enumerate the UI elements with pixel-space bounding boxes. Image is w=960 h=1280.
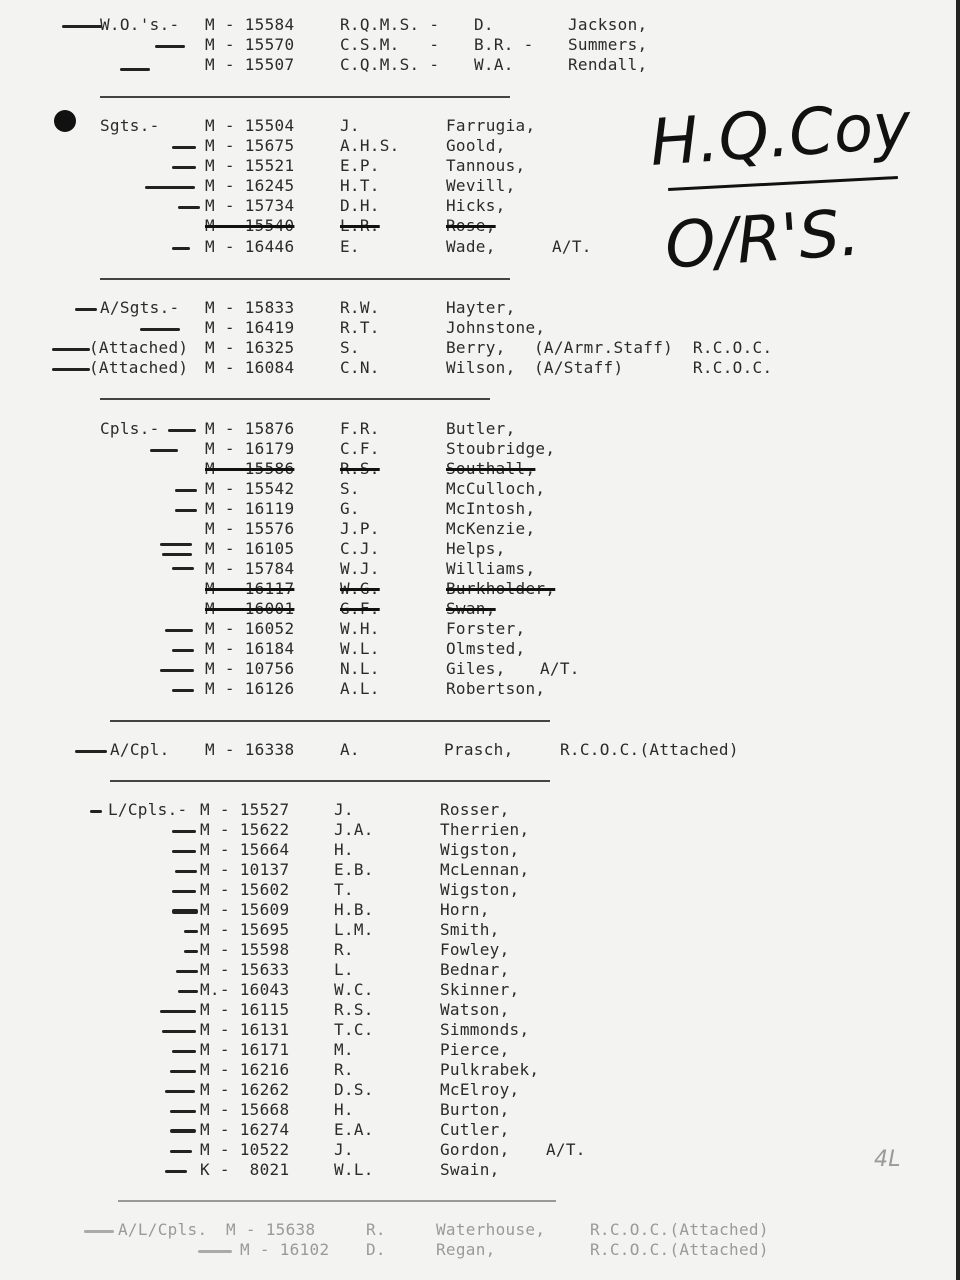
check-mark-icon [155,45,185,48]
check-mark-icon [172,909,198,914]
service-number: M - 15876 [205,419,295,438]
initials: L. [334,960,354,979]
service-number: M - 15833 [205,298,295,317]
surname: Wade, [446,237,496,256]
initials: B.R. - [474,35,534,54]
surname: Fowley, [440,940,510,959]
handwritten-subtitle: O/R'S. [662,196,863,284]
service-number: M - 15540 [205,216,295,235]
surname: Watson, [440,1000,510,1019]
section-rule [100,398,490,400]
surname: Wevill, [446,176,516,195]
check-mark-icon [172,850,196,853]
initials: L.M. [334,920,374,939]
check-mark-icon [172,146,196,149]
check-mark-icon [160,669,194,672]
roster-row [0,35,960,55]
service-number: M - 16117 [205,579,295,598]
roster-row-struck [0,599,960,619]
check-mark-icon [172,1050,196,1053]
roster-row [0,980,960,1000]
check-mark-icon [172,567,194,570]
surname: Cutler, [440,1120,510,1139]
check-mark-icon [162,1030,196,1033]
surname: Waterhouse, [436,1220,546,1239]
surname: Prasch, [444,740,514,759]
surname: Southall, [446,459,536,478]
surname: Regan, [436,1240,496,1259]
roster-row [0,900,960,920]
roster-row [0,920,960,940]
initials: J.A. [334,820,374,839]
initials: S. [340,338,360,357]
section-rule [100,96,510,98]
initials: W.A. [474,55,514,74]
surname: Hayter, [446,298,516,317]
roster-row [0,358,960,378]
check-mark-icon [170,1150,192,1153]
initials: W.G. [340,579,380,598]
roster-row [0,820,960,840]
remark: (A/Armr.Staff) R.C.O.C. [534,338,773,357]
service-number: M - 15584 [205,15,295,34]
surname: Butler, [446,419,516,438]
roster-row [0,1240,960,1260]
service-number: M - 15695 [200,920,290,939]
service-number: M - 15521 [205,156,295,175]
remark: R.C.O.C.(Attached) [560,740,739,759]
initials: H.B. [334,900,374,919]
check-mark-icon [172,830,196,833]
surname: McElroy, [440,1080,520,1099]
service-number: M - 16001 [205,599,295,618]
rank-prefix: Sgts.- [100,116,160,135]
rank-prefix: A/Cpl. [110,740,170,759]
service-number: M - 15576 [205,519,295,538]
surname: Skinner, [440,980,520,999]
initials: D. [366,1240,386,1259]
surname: Therrien, [440,820,530,839]
roster-row-struck [0,459,960,479]
check-mark-icon [184,930,198,933]
check-mark-icon [84,1230,114,1233]
surname: Gordon, [440,1140,510,1159]
service-number: M - 15675 [205,136,295,155]
initials: W.L. [340,639,380,658]
remark: R.C.O.C.(Attached) [590,1220,769,1239]
roster-row [0,237,960,257]
surname: Helps, [446,539,506,558]
remark: A/T. [546,1140,586,1159]
service-number: M - 16262 [200,1080,290,1099]
surname: Johnstone, [446,318,546,337]
initials: R. [366,1220,386,1239]
service-number: M - 16216 [200,1060,290,1079]
roster-row [0,940,960,960]
surname: Pierce, [440,1040,510,1059]
remark: (A/Staff) R.C.O.C. [534,358,773,377]
check-mark-icon [140,328,180,331]
initials: S. [340,479,360,498]
check-mark-icon [165,1090,195,1093]
initials: T.C. [334,1020,374,1039]
roster-row [0,800,960,820]
service-number: M - 16179 [205,439,295,458]
check-mark-icon [198,1250,232,1253]
service-number: M - 15598 [200,940,290,959]
appointment: C.Q.M.S. - [340,55,440,74]
roster-row [0,1080,960,1100]
check-mark-icon [160,1010,196,1013]
appointment: R.Q.M.S. - [340,15,440,34]
roster-row [0,15,960,35]
roster-row [0,136,960,156]
surname: Robertson, [446,679,546,698]
initials: H. [334,840,354,859]
surname: Wigston, [440,840,520,859]
initials: G.F. [340,599,380,618]
service-number: M - 16419 [205,318,295,337]
roster-row [0,1160,960,1180]
service-number: M - 10522 [200,1140,290,1159]
initials: W.J. [340,559,380,578]
surname: Olmsted, [446,639,526,658]
service-number: M - 15638 [226,1220,316,1239]
service-number: M - 16274 [200,1120,290,1139]
service-number: K - 8021 [200,1160,290,1179]
initials: E.B. [334,860,374,879]
check-mark-icon [172,649,194,652]
roster-row [0,840,960,860]
rank-prefix: A/Sgts.- [100,298,180,317]
surname: Forster, [446,619,526,638]
roster-row [0,338,960,358]
surname: Farrugia, [446,116,536,135]
surname: Bednar, [440,960,510,979]
surname: Burton, [440,1100,510,1119]
initials: W.C. [334,980,374,999]
check-mark-icon [172,689,194,692]
service-number: M - 16325 [205,338,295,357]
initials: C.F. [340,439,380,458]
surname: Wilson, [446,358,516,377]
initials: H. [334,1100,354,1119]
service-number: M - 16052 [205,619,295,638]
initials: J. [334,800,354,819]
surname: Stoubridge, [446,439,556,458]
initials: M. [334,1040,354,1059]
check-mark-icon [150,449,178,452]
service-number: M - 16184 [205,639,295,658]
check-mark-icon [175,870,197,873]
surname: Swain, [440,1160,500,1179]
initials: D.S. [334,1080,374,1099]
surname: McKenzie, [446,519,536,538]
service-number: M - 15668 [200,1100,290,1119]
service-number: M - 15542 [205,479,295,498]
initials: R. [334,940,354,959]
check-mark-icon [75,750,107,753]
check-mark-icon [62,25,102,28]
initials: R. [334,1060,354,1079]
service-number: M - 15602 [200,880,290,899]
service-number: M - 15586 [205,459,295,478]
roster-row [0,419,960,439]
service-number: M - 10137 [200,860,290,879]
service-number: M - 16338 [205,740,295,759]
roster-row [0,860,960,880]
remark: A/T. [552,237,592,256]
roster-row [0,1040,960,1060]
check-mark-icon [176,970,198,973]
surname: Summers, [568,35,648,54]
initials: J. [334,1140,354,1159]
roster-row [0,880,960,900]
roster-row [0,1140,960,1160]
service-number: M - 16102 [240,1240,330,1259]
roster-row [0,1220,960,1240]
service-number: M - 10756 [205,659,295,678]
service-number: M - 15570 [205,35,295,54]
service-number: M - 16115 [200,1000,290,1019]
roster-row [0,116,960,136]
roster-row [0,1000,960,1020]
roster-row [0,499,960,519]
service-number: M - 16119 [205,499,295,518]
rank-prefix: L/Cpls.- [108,800,188,819]
surname: Rosser, [440,800,510,819]
check-mark-icon [75,308,97,311]
surname: Burkholder, [446,579,556,598]
roster-row [0,479,960,499]
roster-row [0,1020,960,1040]
check-mark-icon [165,629,193,632]
check-mark-icon [170,1129,196,1133]
initials: A. [340,740,360,759]
surname: Rendall, [568,55,648,74]
section-rule [110,720,550,722]
initials: R.S. [340,459,380,478]
initials: A.L. [340,679,380,698]
roster-row [0,519,960,539]
check-mark-icon [184,950,198,953]
initials: D.H. [340,196,380,215]
initials: C.N. [340,358,380,377]
margin-note: 4L [874,1147,901,1172]
service-number: M - 15784 [205,559,295,578]
remark: R.C.O.C.(Attached) [590,1240,769,1259]
initials: W.L. [334,1160,374,1179]
initials: E.P. [340,156,380,175]
roster-row [0,740,960,760]
roster-row [0,1120,960,1140]
rank-prefix: (Attached) [89,338,189,357]
roster-row [0,156,960,176]
surname: Swan, [446,599,496,618]
rank-prefix: A/L/Cpls. [118,1220,208,1239]
service-number: M - 16126 [205,679,295,698]
roster-row [0,619,960,639]
initials: H.T. [340,176,380,195]
surname: McIntosh, [446,499,536,518]
roster-row [0,439,960,459]
section-rule [118,1200,556,1202]
initials: N.L. [340,659,380,678]
roster-row [0,1100,960,1120]
roster-row [0,55,960,75]
service-number: M - 15527 [200,800,290,819]
rank-prefix: (Attached) [89,358,189,377]
roster-row [0,298,960,318]
initials: L.R. [340,216,380,235]
service-number: M - 16171 [200,1040,290,1059]
service-number: M - 15734 [205,196,295,215]
initials: R.W. [340,298,380,317]
service-number: M - 15622 [200,820,290,839]
service-number: M - 16105 [205,539,295,558]
check-mark-icon [162,553,192,556]
surname: Wigston, [440,880,520,899]
service-number: M - 15609 [200,900,290,919]
check-mark-icon [145,186,195,189]
surname: Goold, [446,136,506,155]
surname: Tannous, [446,156,526,175]
surname: Berry, [446,338,506,357]
service-number: M - 16245 [205,176,295,195]
roster-row [0,318,960,338]
check-mark-icon [175,489,197,492]
check-mark-icon [52,348,90,351]
handwritten-title: H.Q.Coy [647,88,914,182]
roster-row [0,679,960,699]
roster-row-struck [0,579,960,599]
check-mark-icon [168,429,196,432]
check-mark-icon [172,247,190,250]
initials: T. [334,880,354,899]
check-mark-icon [165,1170,187,1173]
surname: Pulkrabek, [440,1060,540,1079]
surname: Horn, [440,900,490,919]
roster-row-struck [0,216,960,236]
initials: J.P. [340,519,380,538]
surname: Simmonds, [440,1020,530,1039]
initials: E.A. [334,1120,374,1139]
section-rule [110,780,550,782]
section-rule [100,278,510,280]
service-number: M - 16084 [205,358,295,377]
initials: J. [340,116,360,135]
service-number: M - 15664 [200,840,290,859]
initials: F.R. [340,419,380,438]
surname: McCulloch, [446,479,546,498]
check-mark-icon [178,990,198,993]
initials: A.H.S. [340,136,400,155]
initials: C.J. [340,539,380,558]
initials: G. [340,499,360,518]
appointment: C.S.M. - [340,35,440,54]
roster-row [0,639,960,659]
service-number: M - 16446 [205,237,295,256]
roster-row [0,539,960,559]
check-mark-icon [52,368,90,371]
check-mark-icon [160,543,192,546]
check-mark-icon [172,890,196,893]
initials: E. [340,237,360,256]
rank-prefix: W.O.'s.- [100,15,180,34]
surname: McLennan, [440,860,530,879]
surname: Rose, [446,216,496,235]
service-number: M - 15633 [200,960,290,979]
initials: R.S. [334,1000,374,1019]
roster-row [0,659,960,679]
check-mark-icon [172,166,196,169]
initials: R.T. [340,318,380,337]
roster-row [0,176,960,196]
check-mark-icon [170,1070,196,1073]
surname: Williams, [446,559,536,578]
roster-row [0,559,960,579]
roster-row [0,960,960,980]
check-mark-icon [178,206,200,209]
service-number: M.- 16043 [200,980,290,999]
service-number: M - 16131 [200,1020,290,1039]
roster-row [0,1060,960,1080]
roster-row [0,196,960,216]
rank-prefix: Cpls.- [100,419,160,438]
check-mark-icon [120,68,150,71]
service-number: M - 15504 [205,116,295,135]
remark: A/T. [540,659,580,678]
initials: W.H. [340,619,380,638]
surname: Jackson, [568,15,648,34]
check-mark-icon [175,509,197,512]
surname: Giles, [446,659,506,678]
surname: Hicks, [446,196,506,215]
check-mark-icon [90,810,102,813]
initials: D. [474,15,494,34]
check-mark-icon [170,1110,196,1113]
service-number: M - 15507 [205,55,295,74]
surname: Smith, [440,920,500,939]
